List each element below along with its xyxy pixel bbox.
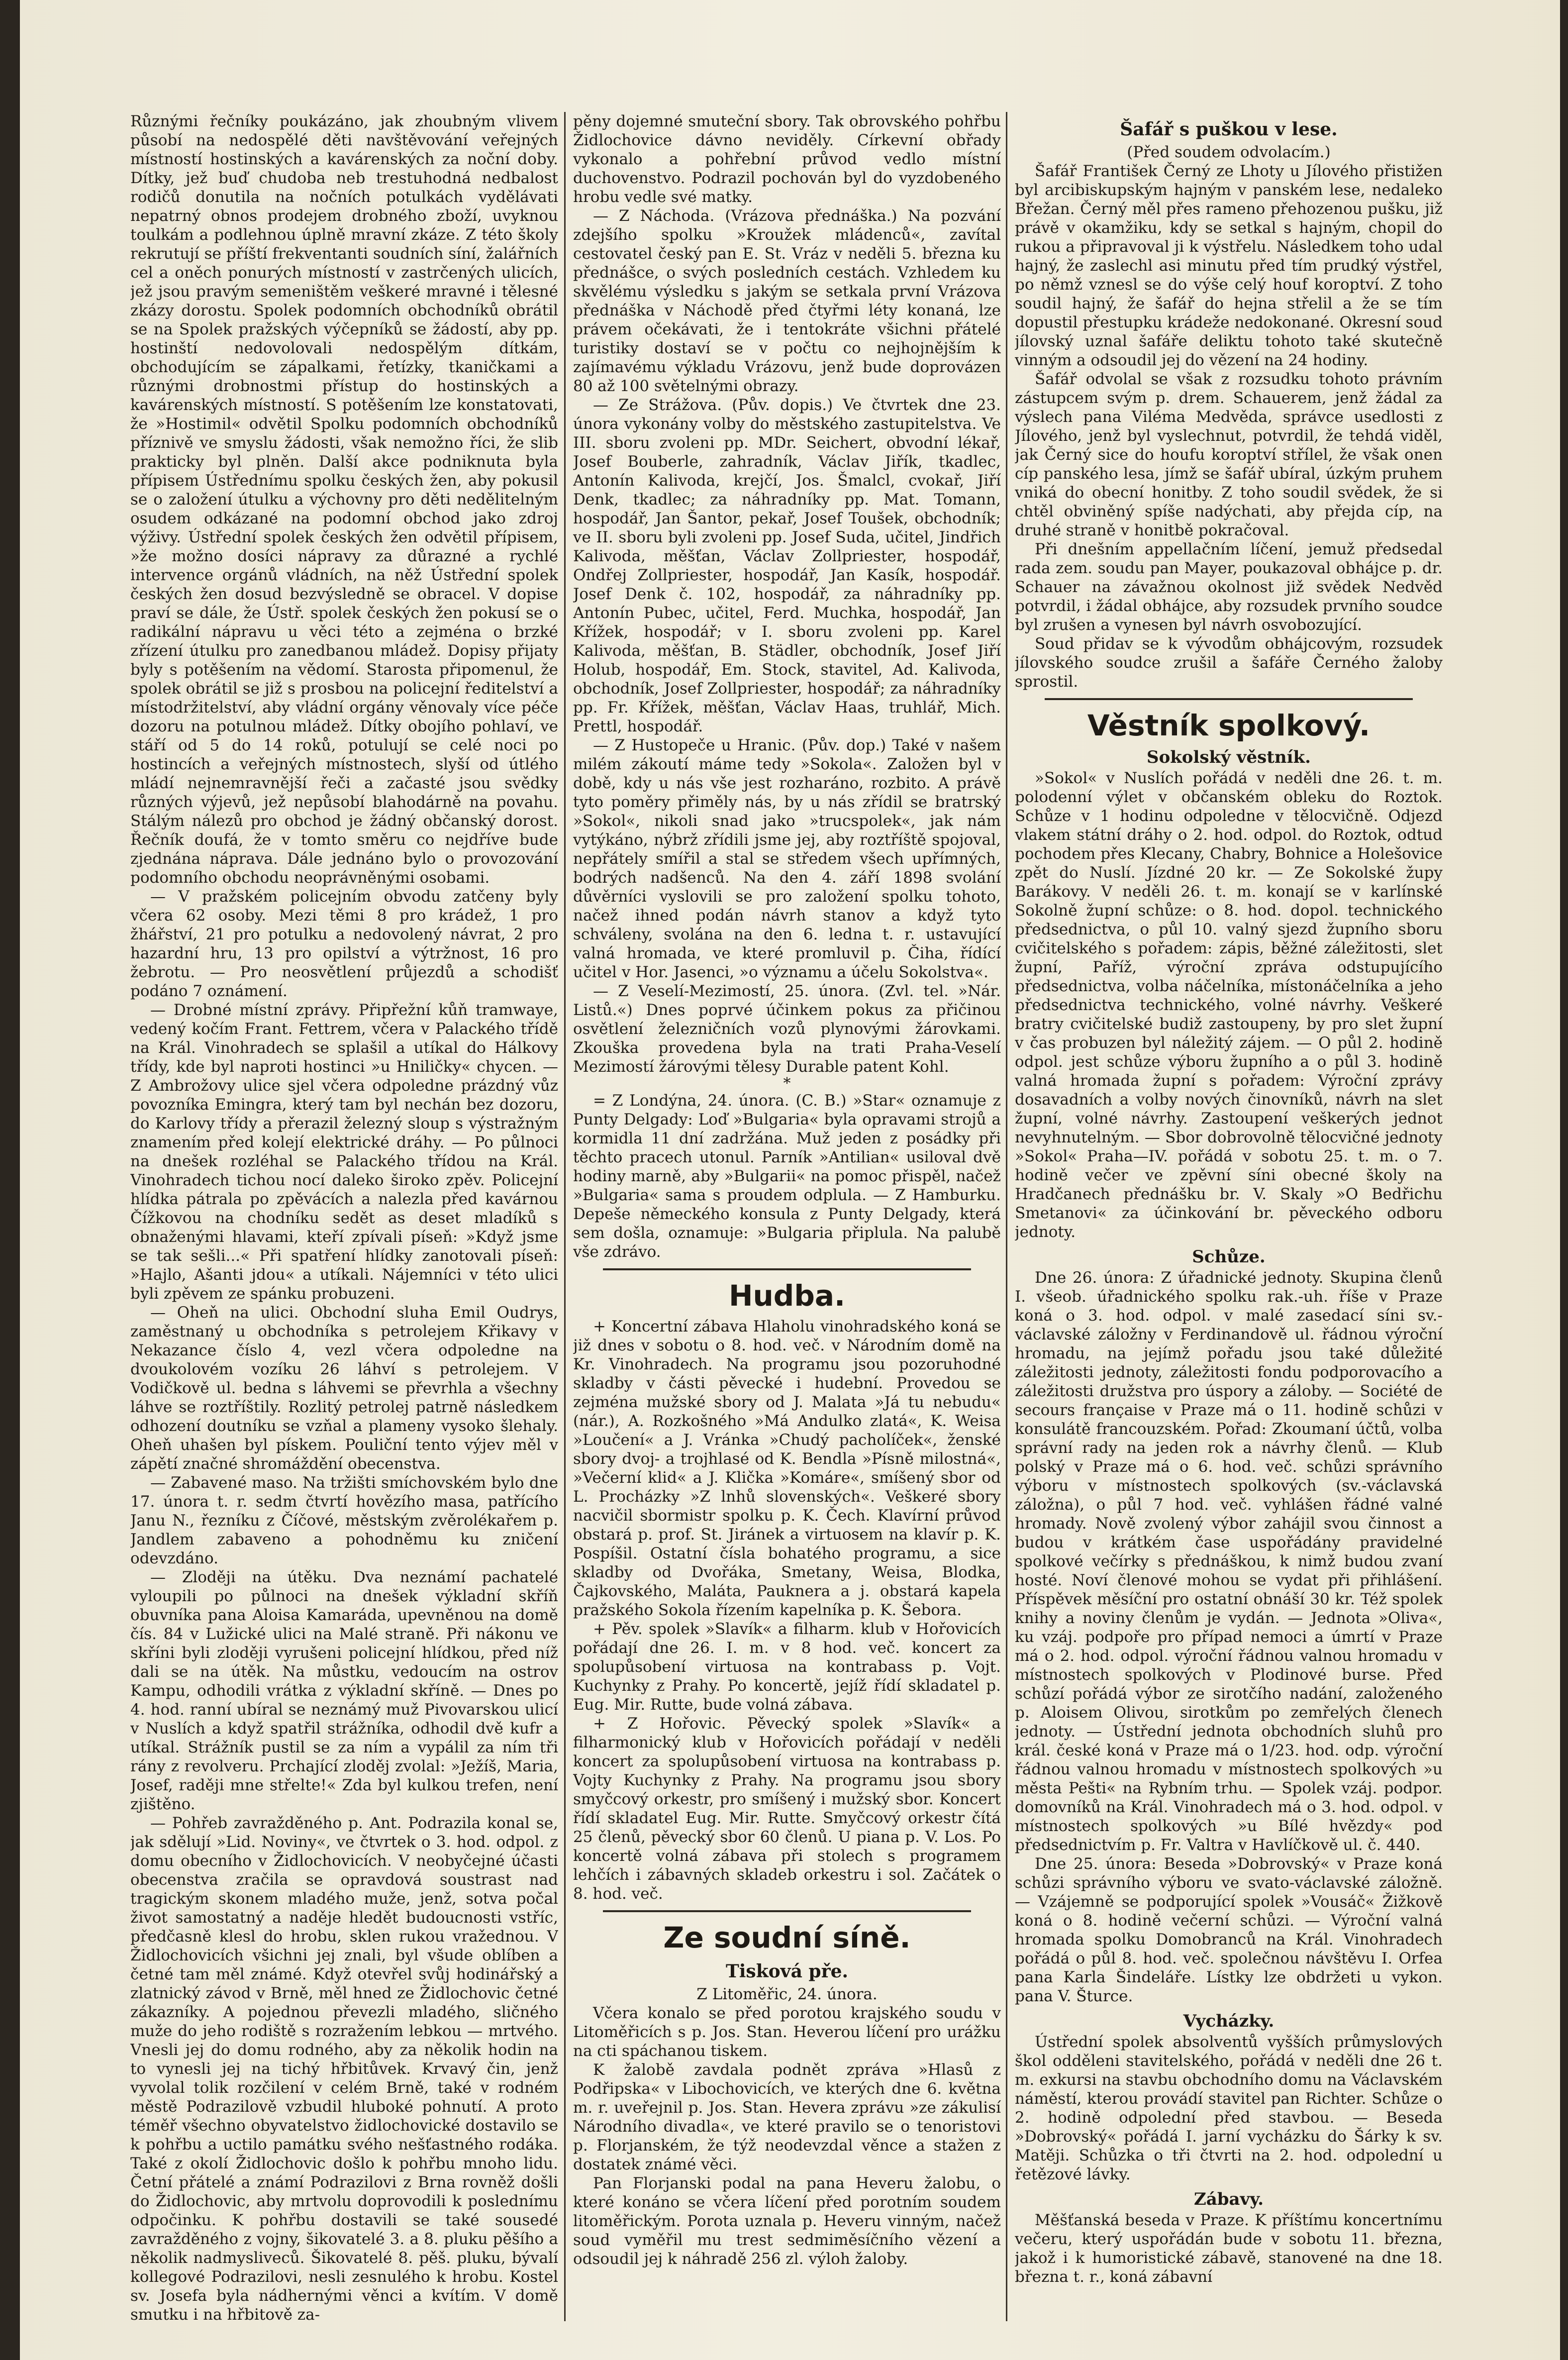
article-paragraph: Při dnešním appellačním líčení, jemuž předsedal rada zem. soudu pan Mayer, poukazoval obhájce p. dr. Schauer na závažnou okolnost již svědek Nedvěd potvrdil, i žádal obhájce, aby rozsudek prvního soudce byl zrušen a vynesen byl návrh osvobozující.	[1015, 540, 1443, 634]
scan-edge-right	[1560, 0, 1568, 2360]
column-middle	[573, 112, 1001, 2326]
article-headline: Tisková pře.	[725, 1961, 849, 1982]
subsection-title: Schůze.	[1192, 1247, 1266, 1267]
subsection-title: Vycházky.	[1183, 2011, 1274, 2031]
column-rule	[564, 112, 566, 2321]
article-subheadline: (Před soudem odvolacím.)	[1127, 143, 1331, 161]
article-paragraph: — Oheň na ulici. Obchodní sluha Emil Oudrys, zaměstnaný u obchodníka s petrolejem Křikavy v Nekazance číslo 4, vezl včera odpoledne na dvoukolovém vozíku 26 láhví s petrolejem. V Vodičkově ul. bedna s láhvemi se převrhla a všechny láhve se roztříštily. Rozlitý petrolej patrně následkem odhození doutníku se vzňal a plameny vysoko šlehaly. Oheň uhašen byl pískem. Pouliční tento výjev měl v zápětí značné shromáždění obecenstva.	[130, 1304, 558, 1473]
column-left	[130, 112, 558, 2326]
article-paragraph: Různými řečníky poukázáno, jak zhoubným vlivem působí na nedospělé děti navštěvování veřejných místností hostinských a kavárenských za noční doby. Dítky, jež buď chudoba neb trestuhodná nedbalost rodičů donutila na nočních potulkách vydělávati nepatrný obnos prodejem drobného zboží, uvyknou toulkám a podlehnou úplně mravní zkáze. Z této školy rekrutují se příští frekventanti soudních síní, žalářních cel a oněch ponurých místností v zastrčených ulicích, jež jsou pravým semeništěm veškeré mravné i tělesné zkázy dorostu. Spolek podomních obchodníků obrátil se na Spolek pražských výčepníků se žádostí, aby pp. hostinští nedovolovali nedospělým dítkám, obchodujícím se zápalkami, řetízky, tkaničkami a různými drobnostmi přístup do hostinských a kavárenských místností. S potěšením lze konstatovati, že »Hostimil« odvětil Spolku podomních obchodníků příznivě ve smyslu žádosti, však nemožno říci, že slib prakticky byl plněn. Další akce podniknuta byla přípisem Ústřednímu spolku českých žen, aby pokusil se o založení útulku a výchovny pro děti nedělitelným osudem odkázané na podomní obchod jako zdroj výživy. Ústřední spolek českých žen odvětil přípisem, »že možno dosíci nápravy za důrazné a rychlé intervence orgánů vládních, na něž Ústřední spolek českých žen dosud bezvýsledně se obracel. V dopise praví se dále, že Ústř. spolek českých žen pokusí se o radikální nápravu u věci této a zejména o brzké zřízení útulku pro zanedbanou mládež. Dopisy přijaty byly s potěšením na vědomí. Starosta připomenul, že spolek obrátil se již s prosbou na policejní ředitelství a místodržitelství, aby vládní orgány věnovaly více péče dozoru na potulnou mládež. Dítky obojího pohlaví, ve stáří od 5 do 14 roků, potulují se celé noci po hostincích a veřejných místnostech, slyší od útlého mládí nejnemravnější řeči a začasté jsou svědky různých výjevů, jež nepůsobí blahodárně na povahu. Stálým nálezů pro obchod je žádný občanský dorost. Řečník doufá, že v tomto směru co nejdříve bude zjednána náprava. Dále jednáno bylo o provozování podomního obchodu neoprávněnými osobami.	[130, 112, 558, 887]
article-paragraph: Pan Florjanski podal na pana Heveru žalobu, o které konáno se včera líčení před porotním soudem litoměřickým. Porota uznala p. Heveru vinným, načež soud vyměřil mu trest sedmiměsíčního vězení a odsoudil jej k náhradě 256 zl. výloh žaloby.	[573, 2174, 1001, 2268]
article-paragraph: Šafář František Černý ze Lhoty u Jílového přistižen byl arcibiskupským hajným v panském lese, nedaleko Břežan. Černý měl přes rameno přehozenou pušku, již právě v okamžiku, kdy se setkal s hajným, chopil do rukou a připravoval ji k výstřelu. Následkem toho udal hajný, že zaslechl asi minutu před tím prudký výstřel, po němž vznesl se do výše celý houf koroptví. Z toho soudil hajný, že šafář do hejna střelil a že se tím dopustil přestupku krádeže nedokonané. Okresní soud jílovský uznal šafáře deliktu tohoto také skutečně vinným a odsoudil jej do vězení na 24 hodiny.	[1015, 162, 1443, 369]
separator-asterisk: *	[783, 1075, 791, 1092]
scan-edge-left	[0, 0, 20, 2360]
section-title-court: Ze soudní síně.	[663, 1921, 911, 1954]
subsection-title: Sokolský věstník.	[1147, 747, 1311, 767]
article-paragraph: + Z Hořovic. Pěvecký spolek »Slavík« a filharmonický klub v Hořovicích pořádají v neděli koncert za spolupůsobení virtuosa na kontrabass p. Vojty Kuchynky z Prahy. Na programu jsou sbory smyčcový orkestr, pro smíšený i mužský sbor. Koncert řídí skladatel Eug. Mir. Rutte. Smyčcový orkestr čítá 25 členů, pěvecký sbor 60 členů. U piana p. V. Los. Po koncertě volná zábava při stolech s programem lehčích i zábavných skladeb orkestru i sol. Začátek o 8. hod. več.	[573, 1715, 1001, 1903]
article-paragraph: — Zabavené maso. Na tržišti smíchovském bylo dne 17. února t. r. sedm čtvrtí hovězího masa, patřícího Janu N., řezníku z Číčové, městským zvěrolékařem p. Jandlem zabaveno a pohodněmu ku zničení odevzdáno.	[130, 1474, 558, 1567]
article-paragraph: — Ze Strážova. (Pův. dopis.) Ve čtvrtek dne 23. února vykonány volby do městského zastupitelstva. Ve III. sboru zvoleni pp. MDr. Seichert, obvodní lékař, Josef Bouberle, zahradník, Václav Jiřík, tkadlec, Antonín Kalivoda, krejčí, Jos. Šmalcl, cvokař, Jiří Denk, tkadlec; za náhradníky pp. Mat. Tomann, hospodář, Jan Šantor, pekař, Josef Toušek, obchodník; ve II. sboru byli zvoleni pp. Josef Suda, učitel, Jindřich Kalivoda, měšťan, Václav Zollpriester, hospodář, Ondřej Zollpriester, hospodář, Jan Kasík, hospodář. Josef Denk č. 102, hospodář, za náhradníky pp. Antonín Pubec, učitel, Ferd. Muchka, hospodář, Jan Křížek, hospodář; v I. sboru zvoleni pp. Karel Kalivoda, měšťan, B. Städler, obchodník, Josef Jiří Holub, hospodář, Em. Stock, stavitel, Ad. Kalivoda, obchodník, Josef Zollpriester, hospodář; za náhradníky pp. Fr. Křížek, měšťan, Václav Haas, truhlář, Mich. Prettl, hospodář.	[573, 396, 1001, 735]
article-paragraph: + Koncertní zábava Hlaholu vinohradského koná se již dnes v sobotu o 8. hod. več. v Národním domě na Kr. Vinohradech. Na programu jsou pozoruhodné skladby v části pěvecké i hudební. Provedou se zejména mužské sbory od J. Malata »Já tu nebudu« (nár.), A. Rozkošného »Má Andulko zlatá«, K. Weisa »Loučení« a J. Vránka »Chudý pacholíček«, ženské sbory dvoj- a trojhlasé od K. Bendla »Písně milostná«, »Večerní klid« a J. Klička »Komáre«, smíšený sbor od L. Procházky »Z lnhů slovenských«. Veškeré sbory nacvičil sbormistr spolku p. K. Čech. Klavírní průvod obstará p. prof. St. Jiránek a virtuosem na klavír p. K. Pospíšil. Ostatní čísla bohatého programu, a sice skladby od Dvořáka, Smetany, Weisa, Blodka, Čajkovského, Maláta, Pauknera a j. obstará kapela pražského Sokola řízením kapelníka p. K. Šebora.	[573, 1318, 1001, 1619]
column-rule	[1006, 112, 1007, 2321]
article-paragraph: — Zloději na útěku. Dva neznámí pachatelé vyloupili po půlnoci na dnešek výkladní skříň obuvníka pana Aloisa Kamaráda, upevněnou na domě čís. 84 v Lužické ulici na Malé straně. Při nákonu ve skříni byli zloději vyrušeni policejní hlídkou, před níž dali se na útěk. Na můstku, vedoucím na ostrov Kampu, odhodili vrátka z výkladní skříně. — Dnes po 4. hod. ranní ubíral se neznámý muž Pivovarskou ulicí v Nuslích a když spatřil strážníka, odhodil dvě kufr a utíkal. Strážník pustil se za ním a vypálil za ním tři rány z revolveru. Prchající zloděj zvolal: »Ježíš, Maria, Josef, raději mne střelte!« Zda byl kulkou trefen, není zjištěno.	[130, 1568, 558, 1813]
article-paragraph: K žalobě zavdala podnět zpráva »Hlasů z Podřipska« v Libochovicích, ve kterých dne 6. května m. r. uveřejnil p. Jos. Stan. Hevera zprávu »ze zákulisí Národního divadla«, ve které pravilo se o tenoristovi p. Florjanském, že týž neodevzdal věnce a stažen z dostatek známé věci.	[573, 2061, 1001, 2173]
article-paragraph: = Z Londýna, 24. února. (C. B.) »Star« oznamuje z Punty Delgady: Loď »Bulgaria« byla opravami strojů a kormidla 11 dní zadržána. Muž jeden z posádky při těchto pracech utonul. Parník »Antilian« usiloval dvě hodiny marně, aby »Bulgarii« na pomoc přispěl, načež »Bulgaria« sama s proudem odplula. — Z Hamburku. Depeše německého konsula z Punty Delgady, která sem došla, oznamuje: »Bulgaria připlula. Na palubě vše zdrávo.	[573, 1092, 1001, 1261]
dateline: Z Litoměřic, 24. února.	[696, 1985, 878, 2003]
section-divider	[603, 1910, 971, 1912]
article-paragraph: — Z Náchoda. (Vrázova přednáška.) Na pozvání zdejšího spolku »Kroužek mládenců«, zavítal cestovatel český pan E. St. Vráz v neděli 5. března ku přednášce, o svých posledních cestách. Vzhledem ku skvělému výsledku s jakým se setkala první Vrázova přednáška v Náchodě před čtyřmi léty konaná, lze právem očekávati, že i tentokráte všichni přátelé turistiky dostaví se v počtu co nejhojnějším k zajímavému výkladu Vrázovu, jenž bude doprovázen 80 až 100 světelnými obrazy.	[573, 207, 1001, 395]
article-paragraph: — Z Veselí-Mezimostí, 25. února. (Zvl. tel. »Nár. Listů.«) Dnes poprvé účinkem pokus za přičinou osvětlení železničních vozů plynovými žárovkami. Zkouška provedena byla na trati Praha-Veselí Mezimostí žárovými tělesy Durable patent Kohl.	[573, 982, 1001, 1076]
article-paragraph: — Pohřeb zavražděného p. Ant. Podrazila konal se, jak sdělují »Lid. Noviny«, ve čtvrtek o 3. hod. odpol. z domu obecního v Židlochovicích. V neobyčejné účasti obecenstva zračila se opravdová soustrast nad tragickým skonem mladého muže, jenž, sotva počal život samostatný a naděje hledět budoucnosti vstříc, předčasně klesl do hrobu, sklen rukou vražednou. V Židlochovicích všichni jej znali, byl všude oblíben a četné tam měl známé. Když otevřel svůj hodinářský a zlatnický závod v Brně, měl hned ze Židlochovic četné zákazníky. A pojednou převezli mladého, sličného muže do jeho rodiště s rozražením lebkou — mrtvého. Vnesli jej do domu rodného, aby za několik hodin na to vynesli jej na tichý hřbitůvek. Krvavý čin, jenž vyvolal tolik rozčilení v celém Brně, také v rodném městě Podrazilově vzbudil hluboké pohnutí. A proto téměř všechno obyvatelstvo židlochovické dostavilo se k pohřbu a uctilo památku svého nešťastného rodáka. Také z okolí Židlochovic došlo k pohřbu mnoho lidu. Četní přátelé a známí Podrazilovi z Brna rovněž došli do Židlochovic, aby mrtvolu doprovodili k poslednímu odpočinku. K pohřbu dostavili se také sousedé zavražděného z vojny, šikovatelé 3. a 8. pluku pěšího a několik nadmysliveců. Šikovatelé 8. pěš. pluku, bývalí kollegové Podrazilovi, nesli zesnulého k hrobu. Kostel sv. Josefa byla nádhernými věnci a kvítím. V domě smutku i na hřbitově za-	[130, 1814, 558, 2324]
section-title-vestnik: Věstník spolkový.	[1087, 709, 1371, 742]
article-paragraph: Šafář odvolal se však z rozsudku tohoto právním zástupcem svým p. drem. Schauerem, jenž žádal za výslech pana Viléma Medvěda, správce usedlosti z Jílového, jenž byl vyslechnut, potvrdil, že tehdá viděl, jak Černý sice do houfu koroptví střílel, že však onen cíp panského lesa, jímž se šafář ubíral, úzkým pruhem vniká do obecní honitby. Z toho soudil svědek, že si chtěl obviněný spíše nadýchati, aby přejda cíp, na druhé straně v honitbě pokračoval.	[1015, 370, 1443, 539]
column-right	[1015, 112, 1443, 2326]
section-divider	[603, 1268, 971, 1270]
subsection-title: Zábavy.	[1193, 2189, 1264, 2209]
article-paragraph: Dne 25. února: Beseda »Dobrovský« v Praze koná schůzi správního výboru ve svato-václavské záložně. — Vzájemně se podporující spolek »Vousáč« Žižkově koná o 8. hodině večerní schůzi. — Výroční valná hromada spolku Domobranců na Král. Vinohradech pořádá o půl 8. hod. več. společnou návštěvu I. Orfea pana Karla Šindeláře. Lístky lze obdržeti u vykon. pana V. Šturce.	[1015, 1855, 1443, 2005]
article-paragraph: Dne 26. února: Z úřadnické jednoty. Skupina členů I. všeob. úřadnického spolku rak.-uh. říše v Praze koná o 3. hod. odpol. v malé zasedací síni sv.-václavské záložny v Ferdinandově ul. řádnou výroční hromadu, na jejímž pořadu jsou také důležité záležitosti jednoty, záležitosti fondu podporovacího a záležitosti družstva pro úspory a záloby. — Société de secours française v Praze má o 11. hodině schůzi v konsulátě francouzském. Pořad: Zkoumaní účtů, volba správní rady na jeden rok a návrhy členů. — Klub polský v Praze má o 6. hod. več. schůzi správního výboru v místnostech spolkových (sv.-václavská záložna), o půl 7 hod. več. vyhlášen řádné valné hromady. Nově zvolený výbor zahájil svou činnost a budou v krátkém čase uspořádány pravidelné spolkové večírky s přednáškou, k nimž budou zvaní hosté. Noví členové mohou se vydat při přihlášení. Příspěvek měsíční pro ostatní obnáší 30 kr. Též spolek knihy a noviny členům je vydán. — Jednota »Oliva«, ku vzáj. podpoře pro případ nemoci a úmrtí v Praze má o 2. hod. odpol. výroční řádnou valnou hromadu v místnostech spolkových v Plodinové burse. Před schůzí pořádá výbor ze sirotčího nadání, založeného p. Aloisem Olivou, sirotkům po zemřelých členech jednoty. — Ústřední jednota obchodních sluhů pro král. české koná v Praze má o 1/23. hod. odp. výroční řádnou valnou hromadu v místnostech spolkových »u města Pešti« na Rybním trhu. — Spolek vzáj. podpor. domovníků na Král. Vinohradech má o 3. hod. odpol. v místnostech spolkových »u Bílé hvězdy« pod předsednictvím p. Fr. Valtra v Havlíčkově ul. č. 440.	[1015, 1269, 1443, 1854]
article-paragraph: pěny dojemné smuteční sbory. Tak obrovského pohřbu Židlochovice dávno neviděly. Církevní obřady vykonalo a pohřební průvod vedlo místní duchovenstvo. Podrazil pochován byl do vyzdobeného hrobu vedle své matky.	[573, 112, 1001, 206]
article-paragraph: Měšťanská beseda v Praze. K příštímu koncertnímu večeru, který uspořádán bude v sobotu 11. března, jakož i k humoristické zábavě, stanovené na dne 18. března t. r., koná zábavní	[1015, 2211, 1443, 2286]
article-paragraph: Ústřední spolek absolventů vyšších průmyslových škol odděleni stavitelského, pořádá v neděli dne 26 t. m. exkursi na stavbu obchodního domu na Václavském náměstí, kterou provádí stavitel pan Richter. Schůze o 2. hodině odpolední před stavbou. — Beseda »Dobrovský« pořádá I. jarní vycházku do Šárky k sv. Matěji. Schůzka o tři čtvrti na 2. hod. odpolední u řetězové lávky.	[1015, 2033, 1443, 2183]
article-paragraph: Soud přidav se k vývodům obhájcovým, rozsudek jílovského soudce zrušil a šafáře Černého žaloby sprostil.	[1015, 635, 1443, 691]
section-title-hudba: Hudba.	[728, 1279, 846, 1313]
article-paragraph: — Z Hustopeče u Hranic. (Pův. dop.) Také v našem milém zákoutí máme tedy »Sokola«. Založen byl v době, kdy u nás vše jest rozharáno, rozbito. A právě tyto poměry přiměly nás, by u nás zřídil se bratrský »Sokol«, nikoli snad jako »trucspolek«, jak nám vytýkáno, nýbrž zřídili jsme jej, aby roztříště spojoval, nepřátely smířil a stal se středem všech upřímných, bodrých nadšenců. Na den 4. září 1898 svolání důvěrníci vyslovili se pro založení spolku tohoto, načež ihned podán návrh stanov a když tyto schváleny, svolána na den 6. ledna t. r. ustavující valná hromada, ve které promluvil p. Čiha, řídící učitel v Hor. Jasenci, »o významu a účelu Sokolstva«.	[573, 736, 1001, 981]
article-headline: Šafář s puškou v lese.	[1120, 119, 1338, 140]
article-paragraph: »Sokol« v Nuslích pořádá v neděli dne 26. t. m. polodenní výlet v občanském obleku do Roztok. Schůze v 1 hodinu odpoledne v tělocvičně. Odjezd vlakem státní dráhy o 2. hod. odpol. do Roztok, odtud pochodem přes Klecany, Chabry, Bohnice a Holešovice zpět do Nuslí. Jízdné 20 kr. — Ze Sokolské župy Barákovy. V neděli 26. t. m. konají se v karlínské Sokolně župní schůze: o 8. hod. dopol. technického předsednictva, o půl 10. valný sjezd župního sboru cvičitelského s pořadem: zápis, běžné záležitosti, slet župní, Paříž, výroční zpráva odstupujícího předsednictva, volba náčelníka, místonáčelníka a jeho předsednictva technického, volné návrhy. Veškeré bratry cvičitelské budiž zastoupeny, by pro slet župní v čas probuzen byl náležitý zájem. — O půl 2. hodině odpol. jest schůze výboru župního a o půl 3. hodině valná hromada župní s pořadem: Výroční zprávy dosavadních a volby nových činovníků, návrh na slet župní, volné návrhy. Zastoupení veškerých jednot nevyhnutelným. — Sbor dobrovolně tělocvičné jednoty »Sokol« Praha—IV. pořádá v sobotu 25. t. m. o 7. hodině večer ve zpěvní síni obecné školy na Hradčanech přednášku br. V. Skaly »O Bedřichu Smetanovi« za účinkování br. pěveckého odboru jednoty.	[1015, 769, 1443, 1241]
article-paragraph: + Pěv. spolek »Slavík« a filharm. klub v Hořovicích pořádají dne 26. I. m. v 8 hod. več. koncert za spolupůsobení virtuosa na kontrabass p. Vojt. Kuchynky z Prahy. Po koncertě, jejíž řídí skladatel p. Eug. Mir. Rutte, bude volná zábava.	[573, 1620, 1001, 1714]
article-paragraph: Včera konalo se před porotou krajského soudu v Litoměřicích s p. Jos. Stan. Heverou líčení pro urážku na cti spáchanou tiskem.	[573, 2004, 1001, 2060]
article-paragraph: — Drobné místní zprávy. Připřežní kůň tramwaye, vedený kočím Frant. Fettrem, včera v Palackého třídě na Král. Vinohradech se splašil a utíkal do Hálkovy třídy, kde byl naproti hostinci »u Hniličky« chycen. — Z Ambrožovy ulice sjel včera odpoledne prázdný vůz povozníka Emingra, který tam byl nechán bez dozoru, do Karlovy třídy a přerazil železný sloup s výstražným znamením před kolejí elektrické dráhy. — Po půlnoci na dnešek rozléhal se Palackého třídou na Král. Vinohradech tichou nocí daleko široko zpěv. Policejní hlídka pátrala po zpěvácích a nalezla před kavárnou Čížkovou na chodníku sedět as deset mladíků s obnaženými hlavami, kteří zpívali píseň: »Když jsme se tak sešli...« Při spatření hlídky zanotovali píseň: »Hajlo, Ašanti jdou« a utíkali. Nájemníci v této ulici byli zpěvem ze spánku probuzeni.	[130, 1001, 558, 1303]
article-paragraph: — V pražském policejním obvodu zatčeny byly včera 62 osoby. Mezi těmi 8 pro krádež, 1 pro žhářství, 21 pro potulku a nedovolený návrat, 2 pro hazardní hru, 13 pro opilství a výtržnost, 16 pro žebrotu. — Pro neosvětlení průjezdů a schodišť podáno 7 oznámení.	[130, 888, 558, 1000]
section-divider	[1045, 698, 1413, 700]
